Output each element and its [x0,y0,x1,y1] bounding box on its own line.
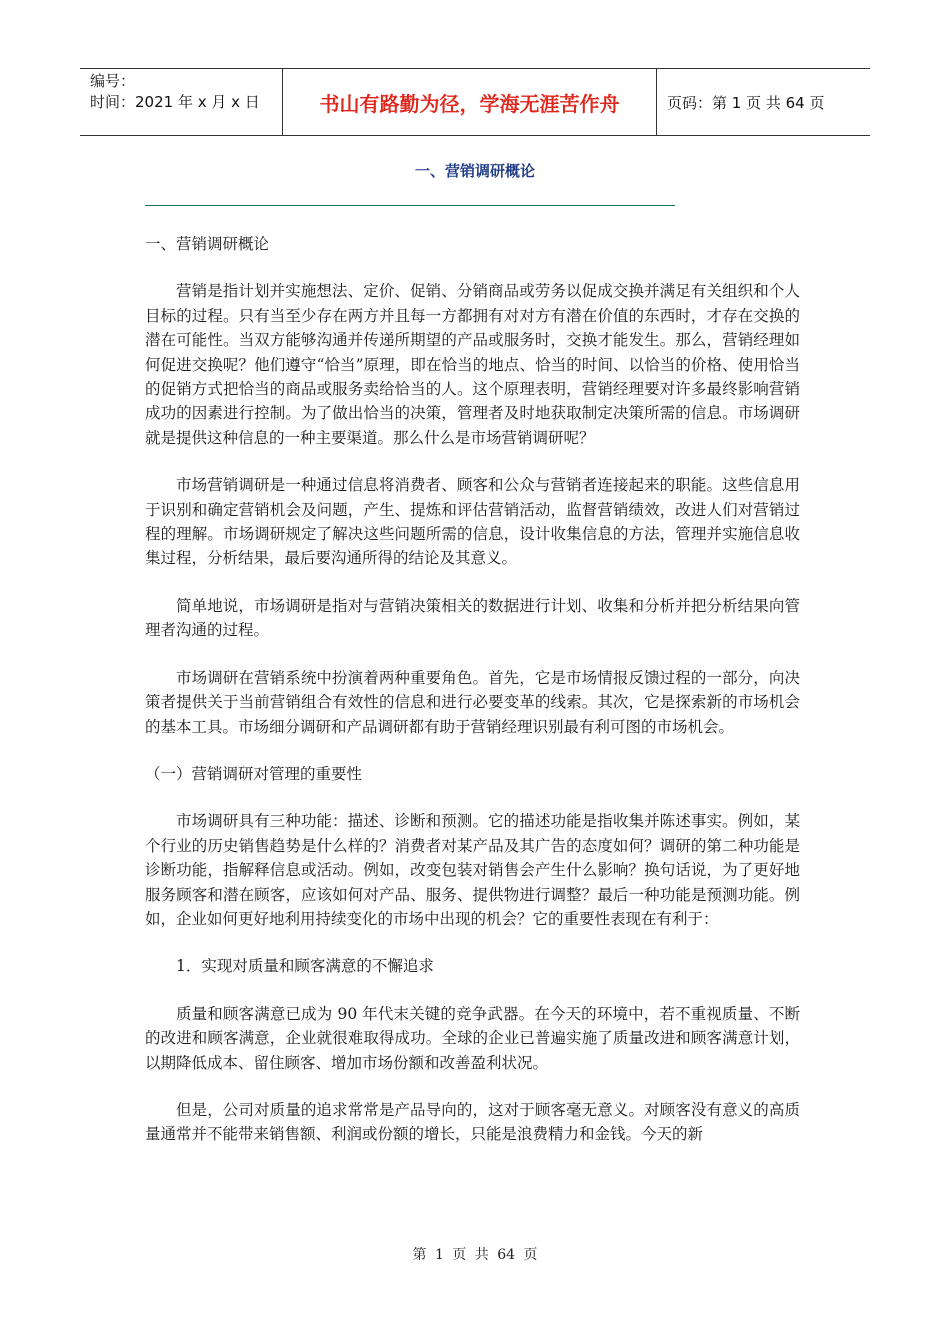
header-table [80,68,870,136]
page-info: 页码：第 1 页 共 64 页 [667,93,825,112]
title-divider [145,205,675,206]
paragraph: 质量和顾客满意已成为 90 年代末关键的竞争武器。在今天的环境中，若不重视质量、不断的改进和顾客满意，企业就很难取得成功。全球的企业已普遍实施了质量改进和顾客满意计划，以期降低成本、留住顾客、增加市场份额和改善盈利状况。 [145,1004,800,1072]
paragraph: 市场调研具有三种功能：描述、诊断和预测。它的描述功能是指收集并陈述事实。例如，某个行业的历史销售趋势是什么样的？消费者对某产品及其广告的态度如何？调研的第二种功能是诊断功能，指解释信息或活动。例如，改变包装对销售会产生什么影响？换句话说，为了更好地服务顾客和潜在顾客，应该如何对产品、服务、提供物进行调整？最后一种功能是预测功能。例如，企业如何更好地利用持续变化的市场中出现的机会？它的重要性表现在有利于： [145,812,800,928]
paragraph: 市场营销调研是一种通过信息将消费者、顾客和公众与营销者连接起来的职能。这些信息用于识别和确定营销机会及问题，产生、提炼和评估营销活动，监督营销绩效，改进人们对营销过程的理解。市场调研规定了解决这些问题所需的信息，设计收集信息的方法，管理并实施信息收集过程，分析结果，最后要沟通所得的结论及其意义。 [145,476,800,568]
paragraph: 市场调研在营销系统中扮演着两种重要角色。首先，它是市场情报反馈过程的一部分，向决策者提供关于当前营销组合有效性的信息和进行必要变革的线索。其次，它是探索新的市场机会的基本工具。市场细分调研和产品调研都有助于营销经理识别最有利可图的市场机会。 [145,668,800,736]
paragraph: 营销是指计划并实施想法、定价、促销、分销商品或劳务以促成交换并满足有关组织和个人目标的过程。只有当至少存在两方并且每一方都拥有对对方有潜在价值的东西时，才存在交换的潜在可能性。当双方能够沟通并传递所期望的产品或服务时，交换才能发生。那么，营销经理如何促进交换呢？他们遵守“恰当”原理，即在恰当的地点、恰当的时间、以恰当的价格、使用恰当的促销方式把恰当的商品或服务卖给恰当的人。这个原理表明，营销经理要对许多最终影响营销成功的因素进行控制。为了做出恰当的决策，管理者及时地获取制定决策所需的信息。市场调研就是提供这种信息的一种主要渠道。那么什么是市场营销调研呢？ [145,282,800,447]
subsection-heading: （一）营销调研对管理的重要性 [145,764,363,783]
document-title: 一、营销调研概论 [414,162,535,180]
paragraph: 但是，公司对质量的追求常常是产品导向的，这对于顾客毫无意义。对顾客没有意义的高质量通常并不能带来销售额、利润或份额的增长，只能是浪费精力和金钱。今天的新 [145,1100,800,1144]
header-motto: 书山有路勤为径，学海无涯苦作舟 [283,69,657,135]
numbered-heading: 1．实现对质量和顾客满意的不懈追求 [176,957,434,976]
document-body [145,232,800,1170]
page-footer: 第 1 页 共 64 页 [412,1247,538,1263]
header-meta [80,69,283,135]
paragraph: 简单地说，市场调研是指对与营销决策相关的数据进行计划、收集和分析并把分析结果向管理者沟通的过程。 [145,596,800,640]
number-label: 编号： [90,72,136,90]
section-heading: 一、营销调研概论 [145,235,270,253]
date-label: 时间：2021 年 x 月 x 日 [90,93,260,111]
